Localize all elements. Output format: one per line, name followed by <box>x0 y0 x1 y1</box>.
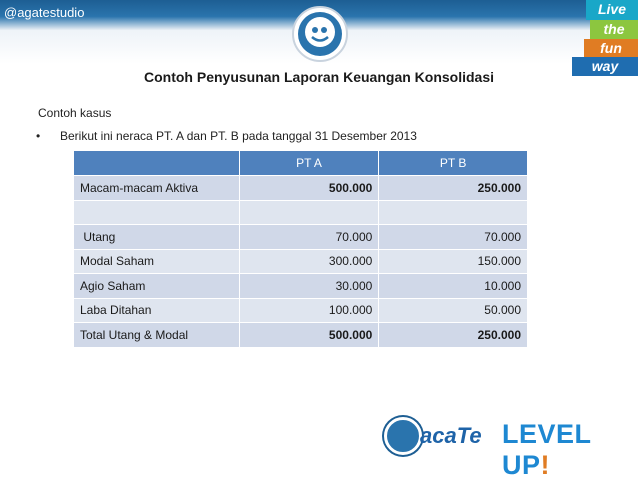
bullet-item <box>36 129 417 143</box>
row-label: Macam-macam Aktiva <box>74 176 240 201</box>
row-value-a: 70.000 <box>239 225 379 250</box>
bullet-text: Berikut ini neraca PT. A dan PT. B pada tanggal 31 Desember 2013 <box>60 129 417 143</box>
twitter-handle: @agatestudio <box>4 5 85 20</box>
level-up-slogan <box>502 419 636 479</box>
slogan-mark: ! <box>540 450 551 479</box>
balance-sheet-table <box>73 150 528 348</box>
row-value-a: 100.000 <box>239 298 379 323</box>
row-label: Laba Ditahan <box>74 298 240 323</box>
ribbon-line-3: fun <box>600 40 622 56</box>
header-pt-a: PT A <box>239 151 379 176</box>
case-label: Contoh kasus <box>38 106 112 120</box>
row-value-b: 50.000 <box>379 298 528 323</box>
agate-level-up-logo <box>384 413 636 479</box>
bullet-symbol: • <box>36 129 41 143</box>
table-row <box>74 323 528 348</box>
table-row <box>74 298 528 323</box>
agate-mascot-small-icon <box>384 417 422 455</box>
table-row <box>74 274 528 299</box>
row-value-a <box>239 200 379 225</box>
ribbon-line-2: the <box>603 21 625 37</box>
row-label: Total Utang & Modal <box>74 323 240 348</box>
brand-wordmark: acaTe <box>420 423 482 448</box>
ribbon-line-4: way <box>591 58 619 74</box>
header-pt-b: PT B <box>379 151 528 176</box>
row-value-b: 70.000 <box>379 225 528 250</box>
row-value-b <box>379 200 528 225</box>
table-row <box>74 176 528 201</box>
table-header-row <box>74 151 528 176</box>
row-value-b: 250.000 <box>379 323 528 348</box>
table-row <box>74 249 528 274</box>
live-the-fun-way-ribbon <box>572 0 638 78</box>
row-label: Utang <box>74 225 240 250</box>
row-label <box>74 200 240 225</box>
ribbon-line-1: Live <box>597 1 626 17</box>
row-value-b: 10.000 <box>379 274 528 299</box>
row-value-a: 30.000 <box>239 274 379 299</box>
row-value-b: 250.000 <box>379 176 528 201</box>
header-label-cell <box>74 151 240 176</box>
row-label: Modal Saham <box>74 249 240 274</box>
slogan-main: LEVEL UP <box>502 419 592 479</box>
row-value-a: 500.000 <box>239 323 379 348</box>
row-label: Agio Saham <box>74 274 240 299</box>
row-value-a: 300.000 <box>239 249 379 274</box>
row-value-b: 150.000 <box>379 249 528 274</box>
slide-title: Contoh Penyusunan Laporan Keuangan Konsolidasi <box>143 69 495 85</box>
row-value-a: 500.000 <box>239 176 379 201</box>
table-row <box>74 200 528 225</box>
table-row <box>74 225 528 250</box>
agate-mascot-logo-icon <box>290 4 350 64</box>
